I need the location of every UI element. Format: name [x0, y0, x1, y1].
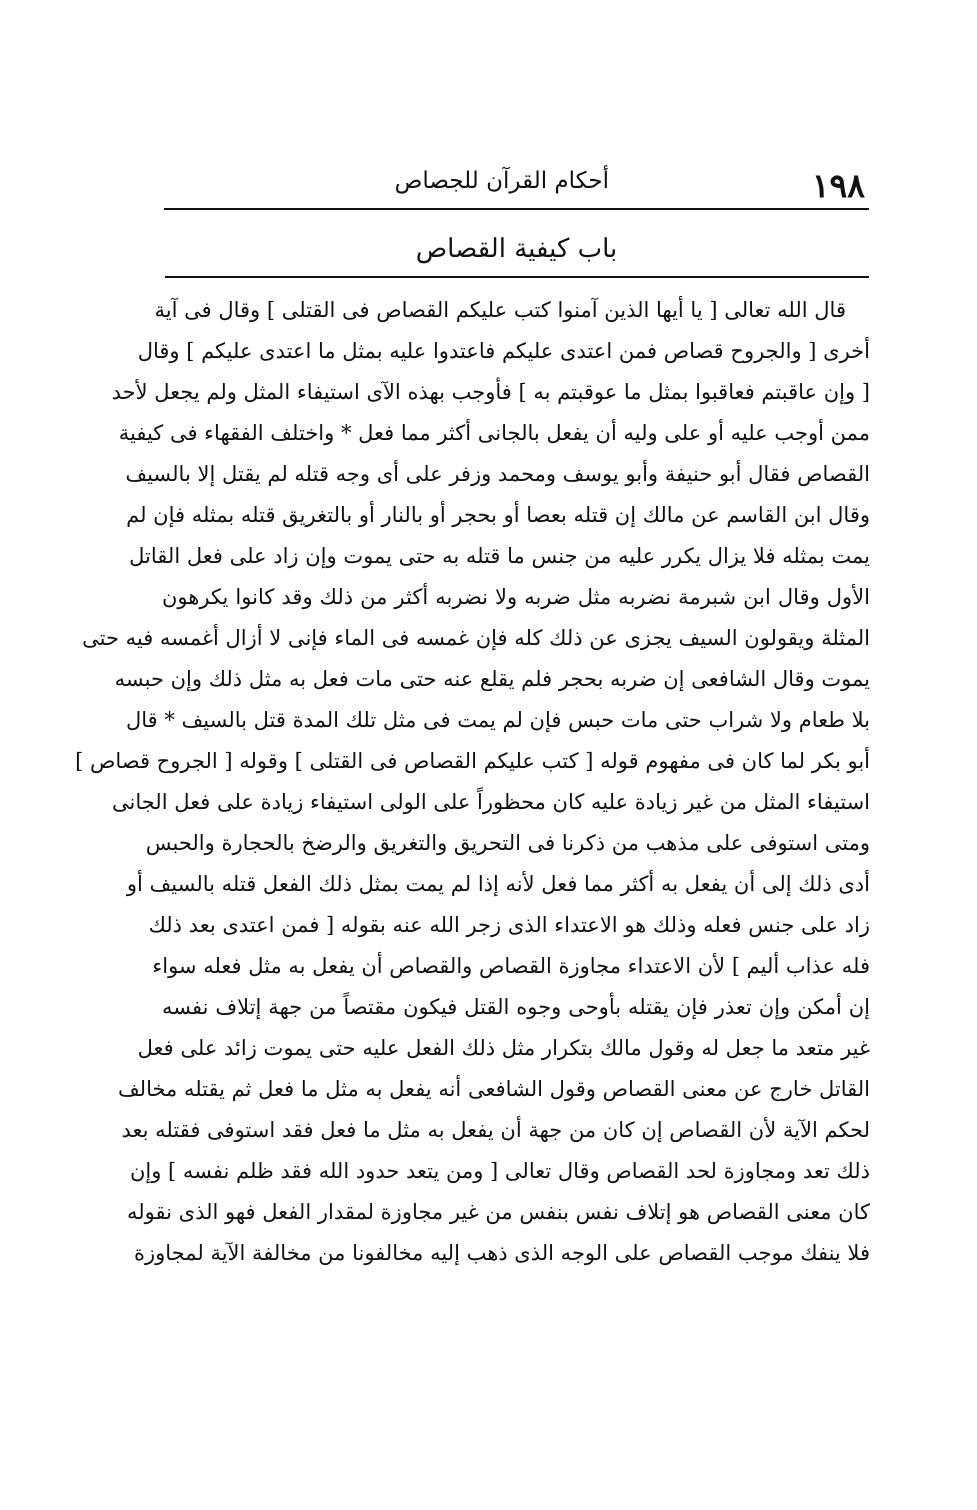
text-line: القصاص فقال أبو حنيفة وأبو يوسف ومحمد وزفر على أى وجه قتله لم يقتل إلا بالسيف — [125, 462, 870, 486]
text-line: فلا ينفك موجب القصاص على الوجه الذى ذهب إليه مخالفونا من مخالفة الآية لمجاوزة — [133, 1241, 870, 1265]
text-line: فله عذاب أليم ] لأن الاعتداء مجاوزة القصاص والقصاص أن يفعل به مثل فعله سواء — [152, 954, 870, 978]
text-line: كان معنى القصاص هو إتلاف نفس بنفس من غير مجاوزة لمقدار الفعل فهو الذى نقوله — [127, 1200, 870, 1224]
text-line: أبو بكر لما كان فى مفهوم قوله [ كتب عليكم القصاص فى القتلى ] وقوله [ الجروح قصاص ] — [75, 749, 870, 773]
text-line: الأول وقال ابن شبرمة نضربه مثل ضربه ولا نضربه أكثر من ذلك وقد كانوا يكرهون — [162, 585, 870, 609]
text-line: ممن أوجب عليه أو على وليه أن يفعل بالجانى أكثر مما فعل * واختلف الفقهاء فى كيفية — [118, 421, 870, 445]
book-title: أحكام القرآن للجصاص — [394, 168, 609, 194]
text-line: إن أمكن وإن تعذر فإن يقتله بأوحى وجوه القتل فيكون مقتصاً من جهة إتلاف نفسه — [162, 995, 870, 1019]
text-line: يموت وقال الشافعى إن ضربه بحجر فلم يقلع عنه حتى مات فعل به مثل ذلك وإن حبسه — [114, 667, 870, 691]
text-line: [ وإن عاقبتم فعاقبوا بمثل ما عوقبتم به ] فأوجب بهذه الآى استيفاء المثل ولم يجعل لأحد — [111, 380, 870, 404]
text-line: وقال ابن القاسم عن مالك إن قتله بعصا أو بحجر أو بالنار أو بالتغريق قتله بمثله فإن لم — [126, 503, 870, 527]
text-line: استيفاء المثل من غير زيادة عليه كان محظوراً على الولى استيفاء زيادة على فعل الجانى — [112, 790, 870, 814]
chapter-heading: باب كيفية القصاص — [415, 234, 618, 264]
running-head — [164, 162, 869, 204]
text-line: بلا طعام ولا شراب حتى مات حبس فإن لم يمت فى مثل تلك المدة قتل بالسيف * قال — [125, 708, 870, 732]
chapter-rule — [165, 276, 869, 278]
text-line: يمت بمثله فلا يزال يكرر عليه من جنس ما قتله به حتى يموت وإن زاد على فعل القاتل — [129, 544, 870, 568]
body-text — [75, 290, 870, 1274]
header-rule — [164, 208, 869, 210]
text-line: أدى ذلك إلى أن يفعل به أكثر مما فعل لأنه إذا لم يمت بمثل ذلك الفعل قتله بالسيف أو — [126, 872, 870, 896]
text-line: لحكم الآية لأن القصاص إن كان من جهة أن يفعل به مثل ما فعل فقد استوفى فقتله بعد — [121, 1118, 870, 1142]
text-line: زاد على جنس فعله وذلك هو الاعتداء الذى زجر الله عنه بقوله [ فمن اعتدى بعد ذلك — [148, 913, 870, 937]
text-line: ذلك تعد ومجاوزة لحد القصاص وقال تعالى [ ومن يتعد حدود الله فقد ظلم نفسه ] وإن — [129, 1159, 870, 1183]
text-line: قال الله تعالى [ يا أيها الذين آمنوا كتب عليكم القصاص فى القتلى ] وقال فى آية — [154, 298, 846, 322]
page-number: ١٩٨ — [811, 166, 865, 205]
text-line: ومتى استوفى على مذهب من ذكرنا فى التحريق والتغريق والرضخ بالحجارة والحبس — [145, 831, 870, 855]
text-line: أخرى [ والجروح قصاص فمن اعتدى عليكم فاعتدوا عليه بمثل ما اعتدى عليكم ] وقال — [137, 339, 870, 363]
text-line: القاتل خارج عن معنى القصاص وقول الشافعى أنه يفعل به مثل ما فعل ثم يقتله مخالف — [117, 1077, 870, 1101]
text-line: غير متعد ما جعل له وقول مالك بتكرار مثل ذلك الفعل عليه حتى يموت زائد على فعل — [137, 1036, 870, 1060]
text-line: المثلة ويقولون السيف يجزى عن ذلك كله فإن غمسه فى الماء فإنى لا أزال أغمسه فيه حتى — [82, 626, 870, 650]
